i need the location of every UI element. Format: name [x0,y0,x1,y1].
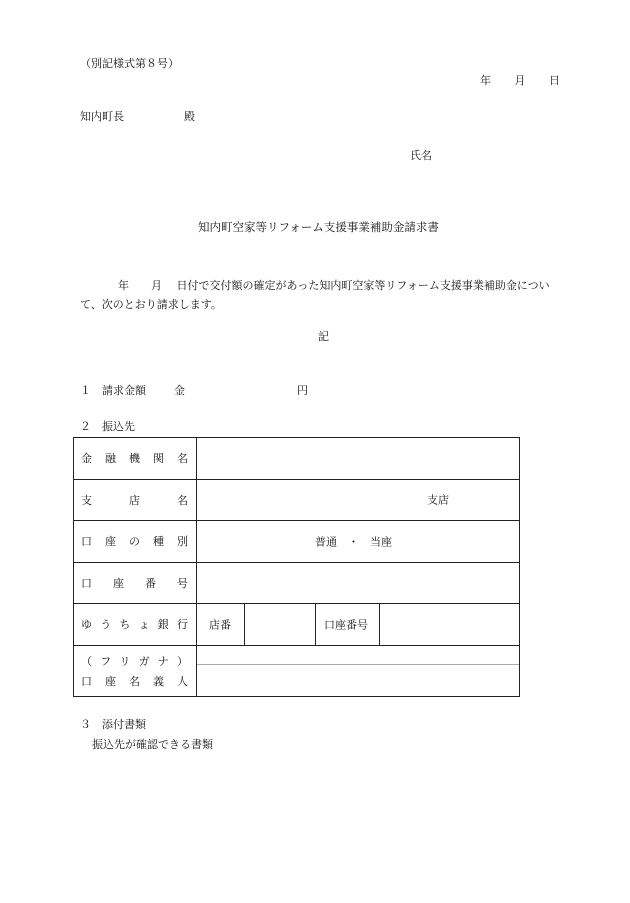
request-amount-label: １ 請求金額 [80,384,146,397]
yucho-account-field[interactable] [380,604,519,645]
label-branch-name: 支 店 名 [74,480,197,520]
attachment-detail: 振込先が確認できる書類 [92,738,213,751]
yucho-bank-cells [197,604,519,645]
yucho-branch-field[interactable] [245,604,315,645]
branch-suffix: 支店 [427,493,449,507]
table-row-account-number [74,563,519,604]
record-mark: 記 [318,330,329,343]
date-line: 年 月 日 [480,74,560,87]
item-transfer-destination: ２ 振込先 [80,420,135,433]
table-row-account-type [74,521,519,563]
amount-suffix: 円 [297,384,308,397]
document-title: 知内町空家等リフォーム支援事業補助金請求書 [198,220,439,234]
label-account-holder [74,646,197,696]
body-text: 年 月 日付で交付額の確定があった知内町空家等リフォーム支援事業補助金について、次のとおり請求します。 [80,279,550,311]
yucho-account-label: 口座番号 [324,618,368,631]
addressee-name: 知内町長 [80,110,124,123]
addressee [80,111,195,122]
honorific: 殿 [184,110,195,123]
item-request-amount [80,385,308,396]
table-row-yucho-bank [74,604,519,646]
amount-prefix: 金 [174,384,185,397]
bank-name-field[interactable] [197,438,519,479]
name-label: 氏名 [410,149,432,162]
label-account-type: 口 座 の 種 別 [74,521,197,562]
account-holder-field[interactable] [320,665,519,696]
account-type-options: 普通 ・ 当座 [315,535,392,548]
form-number: （別記様式第８号） [80,57,179,70]
label-bank-name: 金 融 機 関 名 [74,438,197,479]
table-row-account-holder [74,646,519,696]
account-holder-cells [197,646,519,696]
branch-name-field[interactable] [197,480,519,520]
table-row-bank-name [74,438,519,480]
account-type-field[interactable] [197,521,519,562]
yucho-branch-label: 店番 [209,618,231,631]
bank-account-table [73,437,520,697]
item-attachments: ３ 添付書類 [80,718,146,731]
account-number-field[interactable] [197,563,519,603]
furigana-field[interactable] [320,646,519,664]
label-account-holder-name: 口 座 名 義 人 [81,674,188,688]
table-row-branch-name [74,480,519,521]
label-account-number: 口 座 番 号 [74,563,197,603]
label-yucho-bank: ゆ う ち ょ 銀 行 [74,604,197,645]
divider [315,604,316,645]
label-furigana: （ フ リ ガ ナ ） [81,654,188,668]
